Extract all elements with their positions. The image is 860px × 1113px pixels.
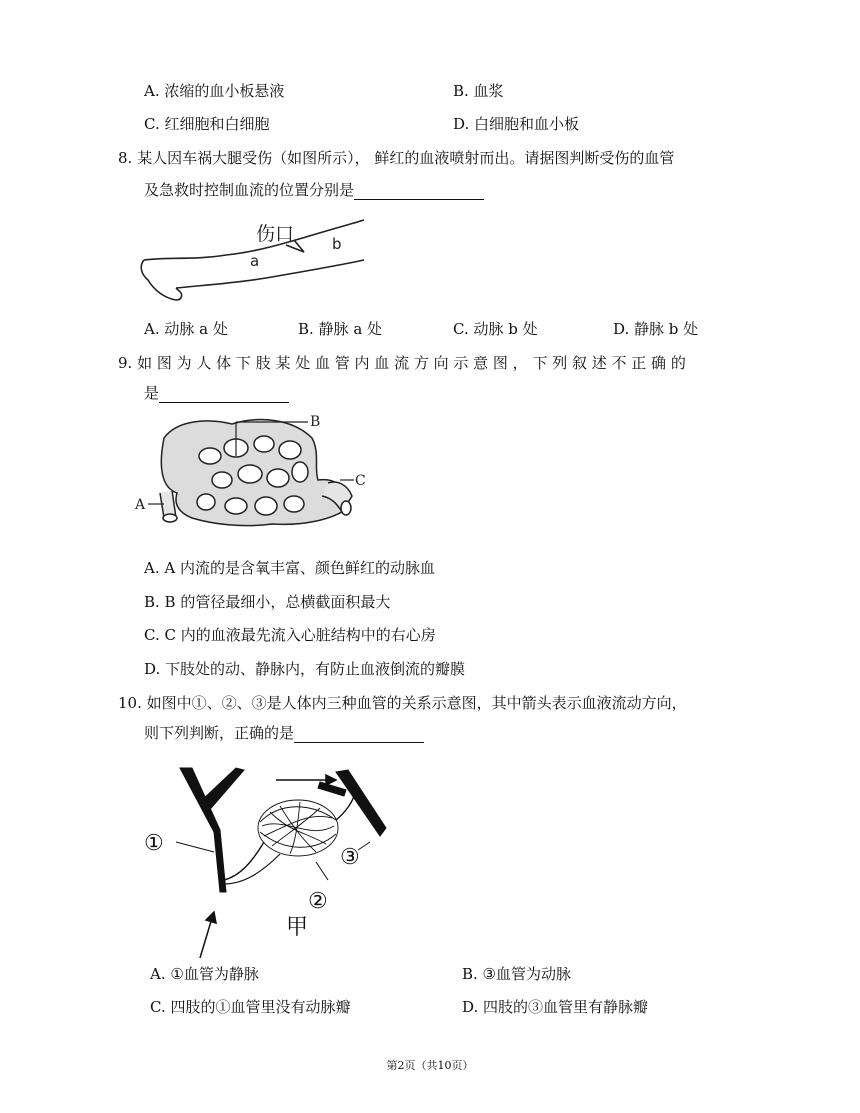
answer-blank [294, 726, 424, 743]
q8-stem-line1: 8. 某人因车祸大腿受伤（如图所示）， 鲜红的血液喷射而出。请据图判断受伤的血管 [118, 149, 675, 167]
q10-option-a: A. ①血管为静脉 [150, 965, 259, 983]
answer-blank [159, 386, 289, 403]
pointer-arrow-line [200, 918, 212, 958]
label-b: b [332, 235, 342, 253]
q10-stem-line2: 则下列判断，正确的是 [144, 723, 424, 743]
capillary-network-2 [224, 796, 354, 884]
q9-capillary-figure [132, 408, 372, 538]
q7-option-a: A. 浓缩的血小板悬液 [144, 82, 285, 100]
q10-option-d: D. 四肢的③血管里有静脉瓣 [462, 998, 649, 1016]
pointer-arrow-head [206, 912, 216, 923]
q9-option-b: B. B 的管径最细小，总横截面积最大 [144, 593, 391, 611]
label-2: ② [308, 889, 328, 914]
page-footer: 第2页（共10页） [386, 1059, 474, 1072]
q9-option-a: A. A 内流的是含氧丰富、颜色鲜红的动脉血 [144, 559, 435, 577]
label-a: A [135, 497, 146, 513]
q7-option-d: D. 白细胞和血小板 [453, 115, 580, 133]
q7-option-b: B. 血浆 [453, 82, 504, 100]
q8-leg-figure [136, 210, 376, 310]
q10-option-b: B. ③血管为动脉 [462, 965, 572, 983]
q10-option-c: C. 四肢的①血管里没有动脉瓣 [150, 998, 351, 1016]
label-c: C [355, 473, 366, 489]
q9-stem-line2: 是 [144, 383, 289, 403]
label-1: ① [144, 831, 164, 856]
wound-label: 伤口 [256, 223, 295, 245]
label-3: ③ [340, 845, 360, 870]
q8-option-b: B. 静脉 a 处 [298, 320, 383, 338]
vessel-3 [336, 770, 386, 836]
q10-vessel-figure [140, 762, 400, 962]
vessel-3-branch [318, 782, 346, 796]
q9-stem-line1: 9. 如 图 为 人 体 下 肢 某 处 血 管 内 血 流 方 向 示 意 图 ， 下 列 叙 述 不 正 确 的 [118, 354, 686, 372]
vessel-1-branch [200, 768, 244, 814]
flow-arrow-head [326, 775, 336, 785]
q8-option-c: C. 动脉 b 处 [453, 320, 538, 338]
foot-outline [141, 260, 181, 300]
leg-lower-outline [176, 260, 364, 288]
label-jia: 甲 [286, 915, 309, 940]
q8-option-d: D. 静脉 b 处 [613, 320, 699, 338]
q7-option-c: C. 红细胞和白细胞 [144, 115, 270, 133]
q9-option-c: C. C 内的血液最先流入心脏结构中的右心房 [144, 626, 436, 644]
q8-stem-line2: 及急救时控制血流的位置分别是 [144, 180, 484, 200]
q8-option-a: A. 动脉 a 处 [144, 320, 228, 338]
answer-blank [354, 183, 484, 200]
q10-stem-line1: 10. 如图中①、②、③是人体内三种血管的关系示意图，其中箭头表示血液流动方向， [118, 694, 687, 712]
q9-option-d: D. 下肢处的动、静脉内，有防止血液倒流的瓣膜 [144, 660, 466, 678]
label-a: a [250, 252, 260, 270]
label-b: B [310, 414, 321, 430]
